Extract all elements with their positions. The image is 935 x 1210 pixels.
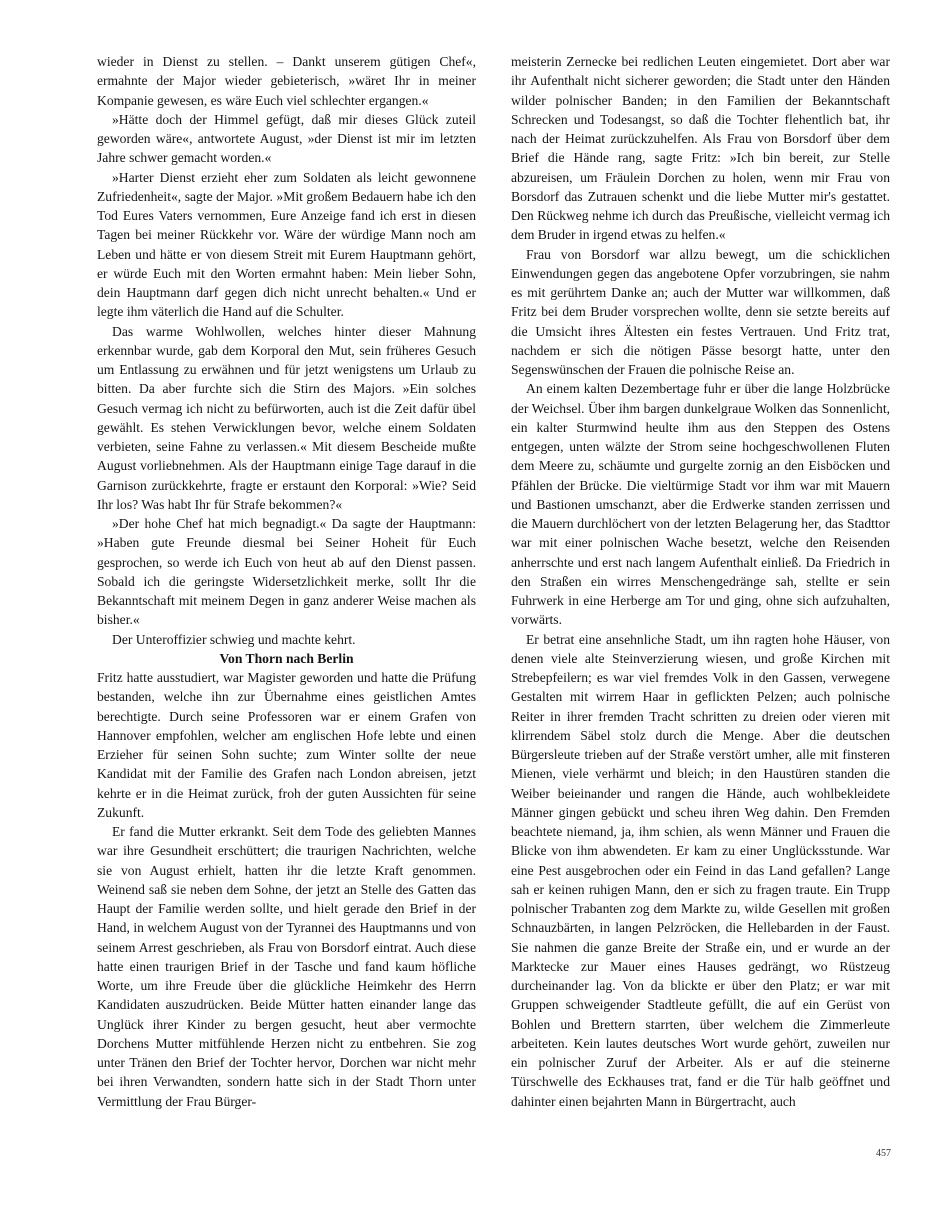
page-number: 457: [876, 1148, 891, 1159]
paragraph: wieder in Dienst zu stellen. – Dankt unserem gütigen Chef«, ermahnte der Major wieder gebieterisch, »wäret Ihr in meiner Kompanie gewesen, es wäre Euch viel schlechter ergangen.«: [97, 54, 476, 108]
right-column: [511, 52, 890, 1111]
paragraph: Fritz hatte ausstudiert, war Magister geworden und hatte die Prüfung bestanden, welche ihn zur Übernahme eines geistlichen Amtes berechtigte. Durch seine Professoren war er einem Grafen von Hannover empfohlen, welcher am englischen Hofe lebte und einen Erzieher für seinen Sohn suchte; zum Winter sollte der neue Kandidat mit der Familie des Grafen nach London abreisen, jetzt kehrte er in die Heimat zurück, froh der guten Aussichten für seine Zukunft.: [97, 670, 476, 820]
paragraph: »Harter Dienst erzieht eher zum Soldaten als leicht gewonnene Zufriedenheit«, sagte der Major. »Mit großem Bedauern habe ich den Tod Eures Vaters vernommen, Eure Anzeige fand ich erst in diesen Tagen bei meiner Rückkehr vor. Wäre der würdige Mann noch am Leben und hätte er von diesem Streit mit Eurem Hauptmann gehört, er würde Euch mit den Worten ermahnt haben: Mein lieber Sohn, dein Hauptmann darf gegen dich nicht unrecht behalten.« Und er legte ihm väterlich die Hand auf die Schulter.: [97, 169, 476, 320]
paragraph: Er betrat eine ansehnliche Stadt, um ihn ragten hohe Häuser, von denen viele alte Steinverzierung wiesen, und große Kirchen mit Strebepfeilern; es war viel fremdes Volk in den Gassen, verwegene Gestalten mit wirrem Haar in geflickten Pelzen; auch polnische Reiter in ihrer fremden Tracht schritten zu dreien oder vieren mit klirrendem Säbel stolz durch die Menge. Aber die deutschen Bürgersleute trieben auf der Straße verstört umher, alle mit finsteren Mienen, viele verhärmt und bleich; in den Haustüren standen die Weiber beieinander und rangen die Hände, auch wohlbekleidete Männer gingen gebückt und scheu ihren Weg dahin. Den Fremden beachtete niemand, ja, ihm schien, als wenn Männer und Frauen die Blicke von ihm abwendeten. Er kam zu einer Unglücksstunde. War eine Pest ausgebrochen oder ein Feind in das Land gefallen? Lange sah er keinen ruhigen Mann, den er sich zu fragen traute. Ein Trupp polnischer Trabanten zog dem Markte zu, wilde Gesellen mit großen Schnauzbärten, in langen Pelzröcken, die Hellebarden in der Faust. Sie nahmen die ganze Breite der Straße ein, und er wurde an der Marktecke zur Mauer eines Hauses gedrängt, wo Rüstzeug durcheinander lag. Von da blickte er über den Platz; er war mit Gruppen schweigender Stadtleute gefüllt, die auf ein Gerüst von Bohlen und Brettern starrten, über welchem die Zimmerleute arbeiteten. Kein lautes deutsches Wort wurde gehört, zuweilen nur ein polnischer Zuruf der Arbeiter. Als er auf die steinerne Türschwelle des Eckhauses trat, fand er die Tür halb geöffnet und dahinter einen bejahrten Mann in Bürgertracht, auch: [511, 631, 890, 1109]
paragraph: Der Unteroffizier schwieg und machte kehrt.: [112, 631, 356, 647]
paragraph: »Der hohe Chef hat mich begnadigt.« Da sagte der Hauptmann: »Haben gute Freunde diesmal bei Seiner Hoheit für Euch gesprochen, so werde ich Euch von heut ab auf den Dienst passen. Sobald ich die geringste Widersetzlichkeit merke, sollt Ihr die Bekanntschaft mit meinem Degen in ganz anderer Weise machen als bisher.«: [97, 516, 476, 628]
left-column: [97, 52, 476, 1111]
paragraph: meisterin Zernecke bei redlichen Leuten eingemietet. Dort aber war ihr Aufenthalt nicht sicherer geworden; die Stadt unter den Händen wilder polnischer Banden; in den Familien der Bekanntschaft Schrecken und Todesangst, so daß die Tochter flehentlich bat, ihr nach der Heimat zurückzuhelfen. Als Frau von Borsdorf über dem Brief die Hände rang, sagte Fritz: »Ich bin bereit, zur Stelle abzureisen, um Fräulein Dorchen zu holen, wenn mir Frau von Borsdorf das Zutrauen schenkt und die liebe Mutter mir's gestattet. Den Rückweg nehme ich durch das Preußische, vielleicht vermag ich dem Bruder in irgend etwas zu helfen.«: [511, 54, 890, 243]
paragraph: »Hätte doch der Himmel gefügt, daß mir dieses Glück zuteil geworden wäre«, antwortete August, »der Dienst ist mir im letzten Jahre schwer gemacht worden.«: [97, 111, 476, 166]
paragraph: Frau von Borsdorf war allzu bewegt, um die schicklichen Einwendungen gegen das angebotene Opfer vorzubringen, sie nahm es mit gerührtem Danke an; auch der Mutter war willkommen, daß Fritz bei dem Bruder vorsprechen wollte, denn sie setzte bereits auf die Umsicht ihres Ältesten ein festes Vertrauen. Und Fritz trat, nachdem er sich die nötigen Pässe besorgt hatte, unter den Segenswünschen der Frauen die polnische Reise an.: [511, 246, 890, 377]
paragraph: Er fand die Mutter erkrankt. Seit dem Tode des geliebten Mannes war ihre Gesundheit erschüttert; die traurigen Nachrichten, welche sie von August erhielt, hatten ihr die letzte Kraft genommen. Weinend saß sie neben dem Sohne, der jetzt an Stelle des Gatten das Haupt der Familie werden sollte, und hielt gerade den Brief in der Hand, in welchem August von der Tyrannei des Hauptmanns und von seinem Arrest geschrieben, als Frau von Borsdorf eintrat. Auch diese hatte einen traurigen Brief in der Tasche und fand kaum höfliche Worte, um ihre Freude über die glückliche Heimkehr des Herrn Kandidaten auszudrücken. Beide Mütter hatten einander lange das Unglück ihrer Kinder zu bergen gesucht, heut aber vermochte Dorchens Mutter mitfühlende Herzen nicht zu entbehren. Sie zog unter Tränen den Brief der Tochter hervor, Dorchen war nicht mehr bei ihren Verwandten, sondern hatte sich in der Stadt Thorn unter Vermittlung der Frau Bürger-: [97, 824, 476, 1109]
paragraph: Das warme Wohlwollen, welches hinter dieser Mahnung erkennbar wurde, gab dem Korporal den Mut, sein früheres Gesuch um Entlassung zu erwähnen und für jetzt wenigstens um Urlaub zu bitten. Da aber furchte sich die Stirn des Majors. »Ein solches Gesuch vermag ich nicht zu befürworten, auch ist die Zeit dafür übel gewählt. Es stehen Verwicklungen bevor, welche einem Soldaten verbieten, seine Fahne zu verlassen.« Mit diesem Bescheide mußte August vorliebnehmen. Als der Hauptmann einige Tage darauf in die Garnison zurückkehrte, fragte er erstaunt den Korporal: »Wie? Seid Ihr los? Was habt Ihr für Strafe bekommen?«: [97, 323, 476, 512]
paragraph: An einem kalten Dezembertage fuhr er über die lange Holzbrücke der Weichsel. Über ihm bargen dunkelgraue Wolken das Sonnenlicht, ein kalter Sturmwind heulte ihm aus den Steppen des Ostens entgegen, unten wälzte der Strom seine hochgeschwollenen Fluten dem Meere zu, schäumte und gurgelte zornig an den Eisböcken und Pfählen der Brücke. Die vieltürmige Stadt vor ihm war mit Mauern und Bastionen umschanzt, aber die Erdwerke standen zerrissen und die Mauern durchlöchert von der letzten Belagerung her, das Stadttor war mit einer polnischen Wache besetzt, welche den Reisenden anherrschte und erst nach langem Aufenthalt einließ. Da Friedrich in den Straßen ein wirres Menschengedränge sah, stellte er sein Fuhrwerk in eine Herberge am Tor und ging, ohne sich aufzuhalten, vorwärts.: [511, 381, 890, 628]
section-title: Von Thorn nach Berlin: [219, 650, 354, 666]
